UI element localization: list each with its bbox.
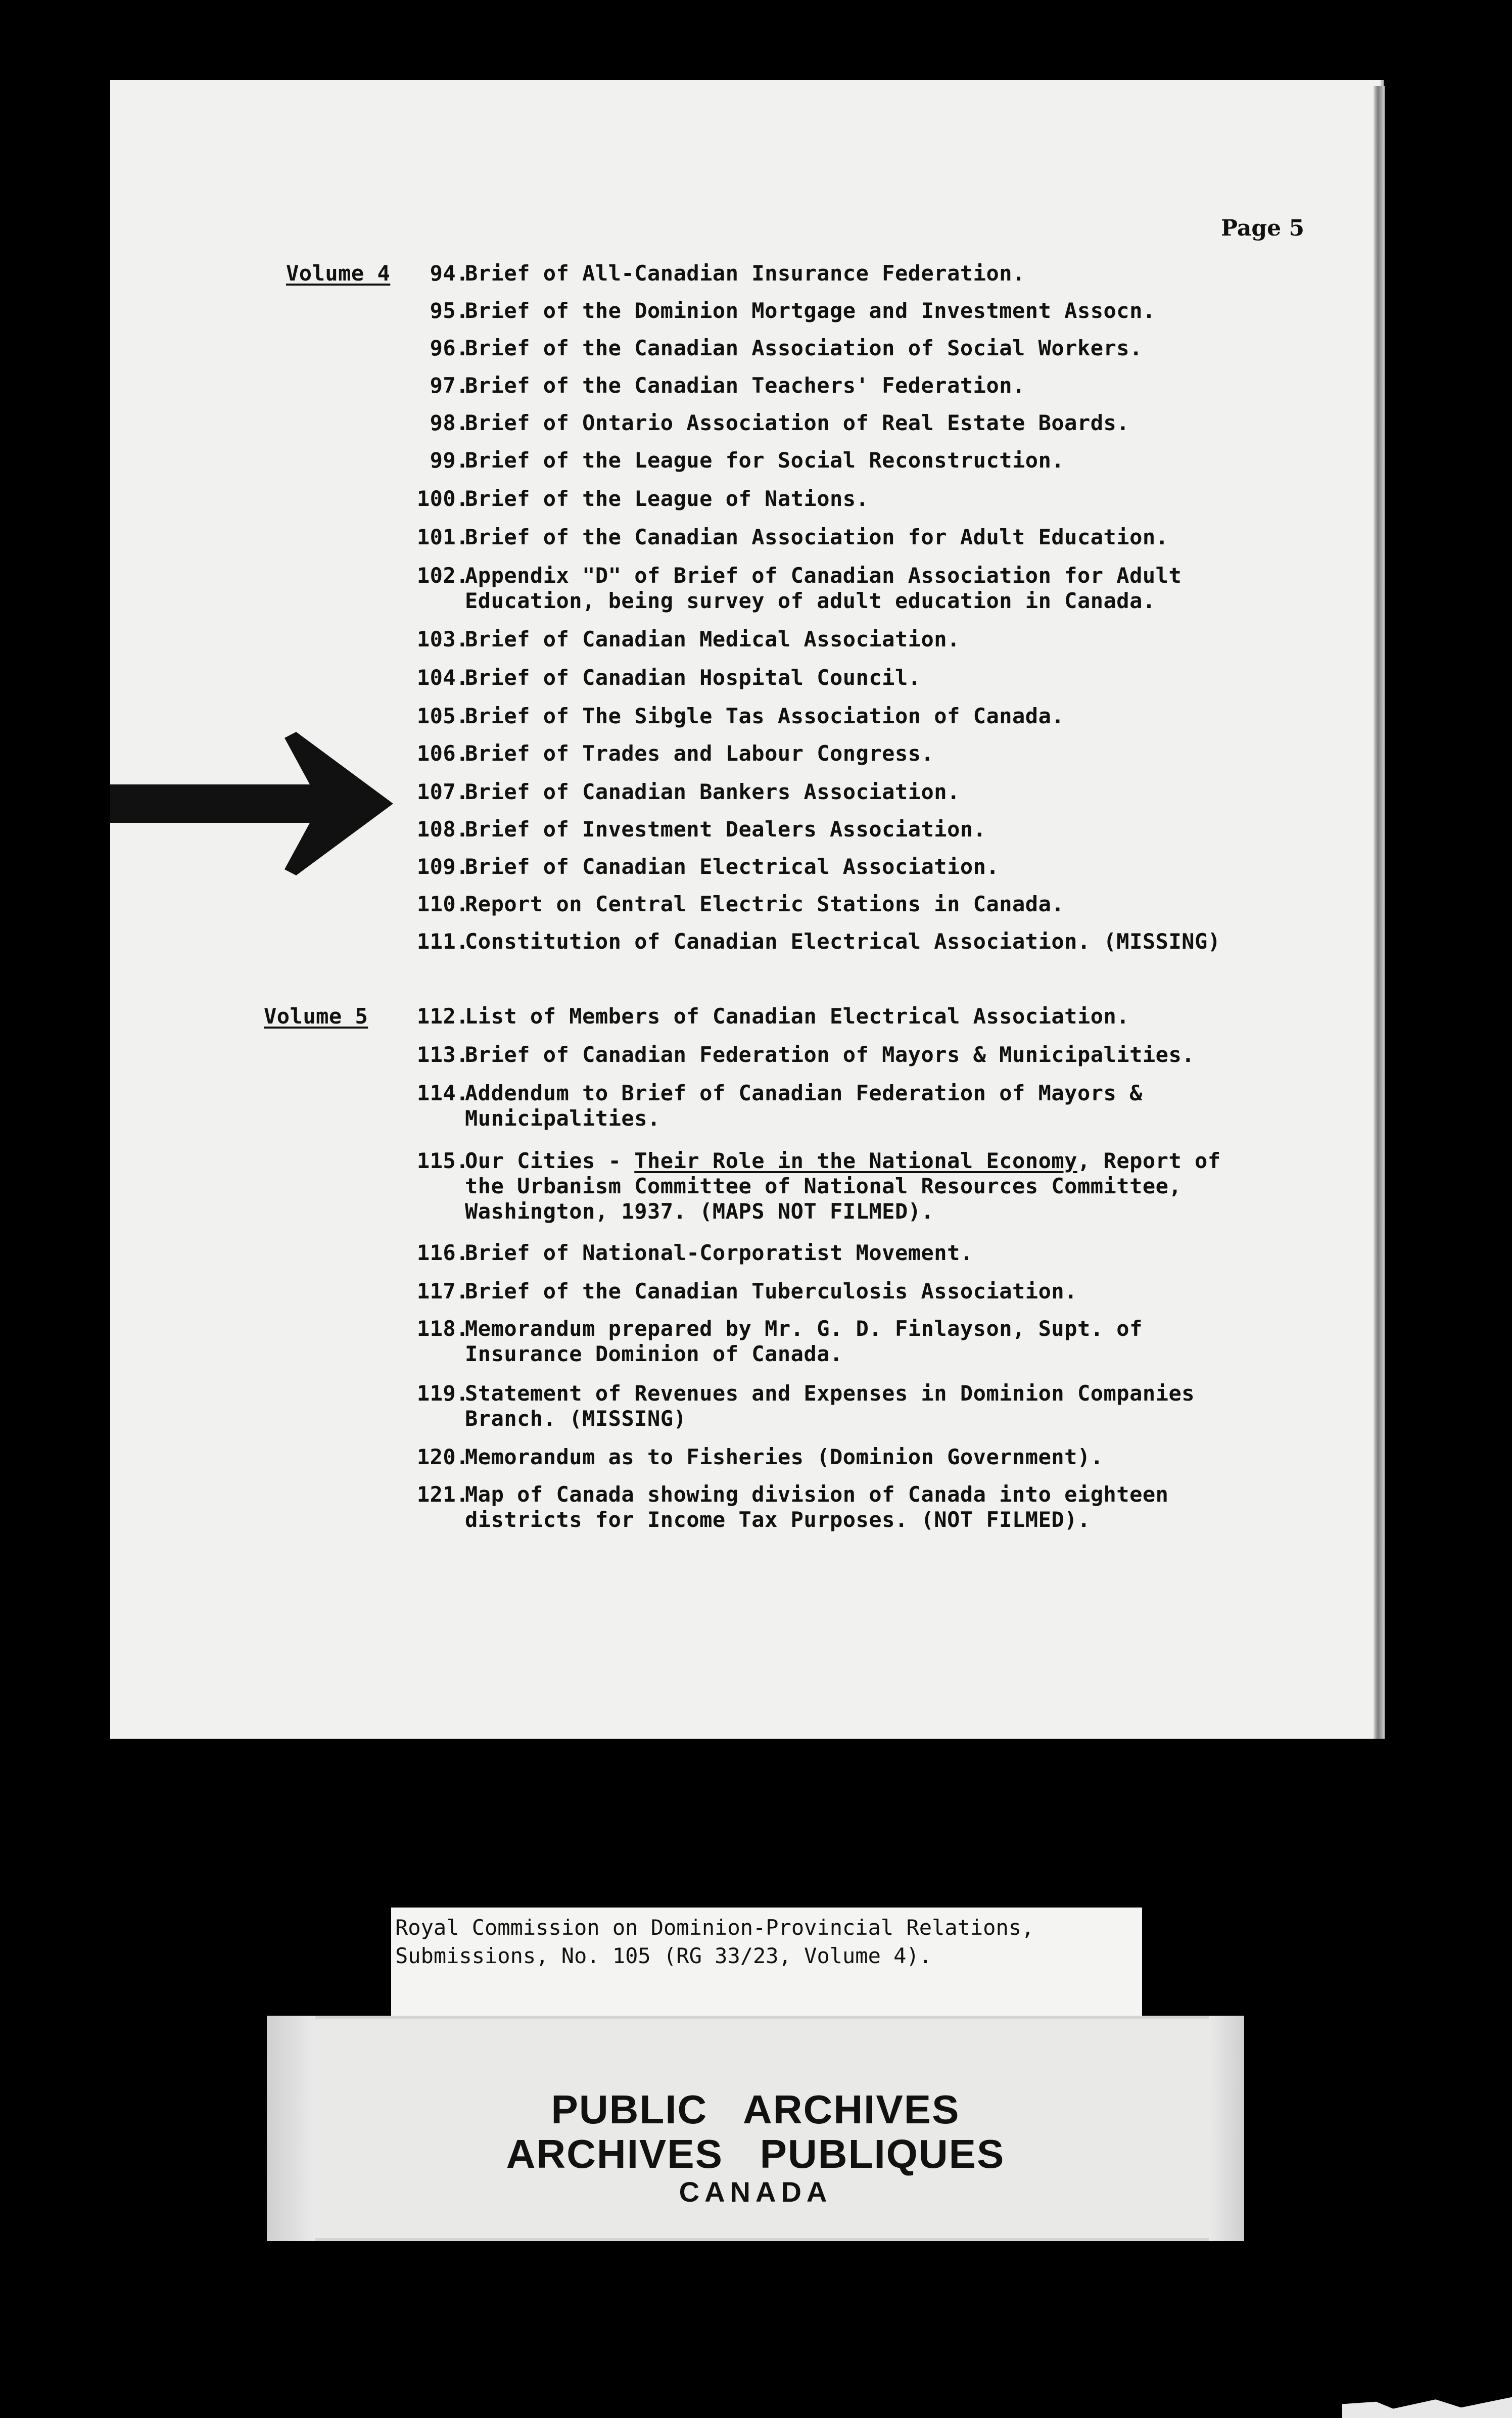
reference-label [391, 1908, 1142, 2016]
entry-number: 120. [416, 1445, 469, 1469]
entry-text: Brief of the Dominion Mortgage and Investment Assocn. [465, 298, 1156, 323]
entry-text: Brief of the Canadian Association of Social Workers. [465, 336, 1143, 360]
entry-number: 119. [416, 1381, 469, 1406]
entry-number: 96. [430, 336, 469, 360]
entry-text: Brief of All-Canadian Insurance Federation. [465, 261, 1025, 286]
entry-number: 108. [416, 817, 469, 842]
entry-text [465, 1148, 1354, 1224]
page-number: Page 5 [1221, 215, 1305, 241]
entry-text: Report on Central Electric Stations in Canada. [465, 892, 1065, 916]
entry-text: Brief of Canadian Medical Association. [465, 627, 960, 652]
entry-text: Brief of The Sibgle Tas Association of Canada. [465, 704, 1065, 728]
entry-number: 112. [416, 1004, 469, 1029]
underlined-title: Their Role in the National Economy [634, 1148, 1077, 1173]
entry-number: 104. [416, 665, 469, 690]
entry-number: 102. [416, 563, 469, 588]
reference-line-1: Royal Commission on Dominion-Provincial Relations, [395, 1915, 1034, 1940]
entry-number: 116. [416, 1240, 469, 1265]
entry-number: 114. [416, 1081, 469, 1105]
entry-text: Brief of National-Corporatist Movement. [465, 1240, 973, 1265]
entry-number: 101. [416, 525, 469, 549]
entry-number: 103. [416, 627, 469, 652]
stamp-line-public-archives: PUBLIC ARCHIVES [551, 2087, 960, 2132]
entry-text: Constitution of Canadian Electrical Association. (MISSING) [465, 929, 1221, 954]
reference-label-text [395, 1914, 1034, 1970]
entry-number: 110. [416, 892, 469, 916]
entry-number: 107. [416, 779, 469, 804]
entry-text: Brief of the Canadian Teachers' Federation. [465, 373, 1025, 398]
entry-text: Brief of Investment Dealers Association. [465, 817, 986, 842]
entry-number: 109. [416, 854, 469, 879]
document-page [110, 80, 1384, 1739]
entry-number: 106. [416, 741, 469, 766]
volume-heading: Volume 5 [264, 1004, 368, 1029]
entry-number: 98. [430, 410, 469, 435]
entry-text: List of Members of Canadian Electrical Association. [465, 1004, 1130, 1029]
entry-text: Addendum to Brief of Canadian Federation of Mayors & Municipalities. [465, 1081, 1143, 1131]
entry-text: Brief of Trades and Labour Congress. [465, 741, 934, 766]
entry-text-suffix: , Report of the Urbanism Committee of National Resources Committee, Washington, 1937. (MAPS NOT FILMED). [465, 1148, 1221, 1224]
entry-number: 100. [416, 486, 469, 511]
entry-text: Brief of Canadian Bankers Association. [465, 779, 960, 804]
pointer-arrow-icon [110, 728, 393, 879]
entry-text: Memorandum prepared by Mr. G. D. Finlayson, Supt. of Insurance Dominion of Canada. [465, 1316, 1143, 1366]
reference-line-2: Submissions, No. 105 (RG 33/23, Volume 4). [395, 1943, 932, 1968]
entry-number: 118. [416, 1316, 469, 1341]
entry-text-prefix: Our Cities - [465, 1148, 635, 1173]
entry-text: Brief of the Canadian Association for Adult Education. [465, 525, 1169, 549]
entry-number: 97. [430, 373, 469, 398]
entry-number: 113. [416, 1042, 469, 1067]
entry-text: Brief of the League for Social Reconstruction. [465, 448, 1065, 473]
entry-text: Brief of Canadian Electrical Association. [465, 854, 1000, 879]
archives-stamp [267, 2016, 1244, 2241]
entry-text: Map of Canada showing division of Canada into eighteen districts for Income Tax Purposes. (NOT FILMED). [465, 1482, 1169, 1532]
entry-number: 121. [416, 1482, 469, 1507]
film-corner-mark [1342, 2395, 1512, 2418]
volume-heading: Volume 4 [286, 261, 391, 286]
entry-number: 95. [430, 298, 469, 323]
entry-text: Memorandum as to Fisheries (Dominion Government). [465, 1445, 1104, 1469]
page-edge [1374, 86, 1385, 1739]
entry-number: 105. [416, 704, 469, 728]
entry-text: Statement of Revenues and Expenses in Dominion Companies Branch. (MISSING) [465, 1381, 1195, 1431]
entry-text: Brief of Canadian Federation of Mayors & Municipalities. [465, 1042, 1195, 1067]
entry-number: 115. [416, 1148, 469, 1173]
entry-number: 117. [416, 1279, 469, 1304]
entry-text: Appendix "D" of Brief of Canadian Association for Adult Education, being survey of adult education in Canada. [465, 563, 1182, 613]
entry-text: Brief of the Canadian Tuberculosis Association. [465, 1279, 1077, 1304]
stamp-line-archives-publiques: ARCHIVES PUBLIQUES [506, 2131, 1005, 2176]
entry-text: Brief of Ontario Association of Real Estate Boards. [465, 410, 1130, 435]
entry-number: 111. [416, 929, 469, 954]
entry-text: Brief of the League of Nations. [465, 486, 869, 511]
entry-text: Brief of Canadian Hospital Council. [465, 665, 921, 690]
entry-number: 94. [430, 261, 469, 286]
entry-number: 99. [430, 448, 469, 473]
stamp-line-canada: CANADA [679, 2176, 832, 2208]
